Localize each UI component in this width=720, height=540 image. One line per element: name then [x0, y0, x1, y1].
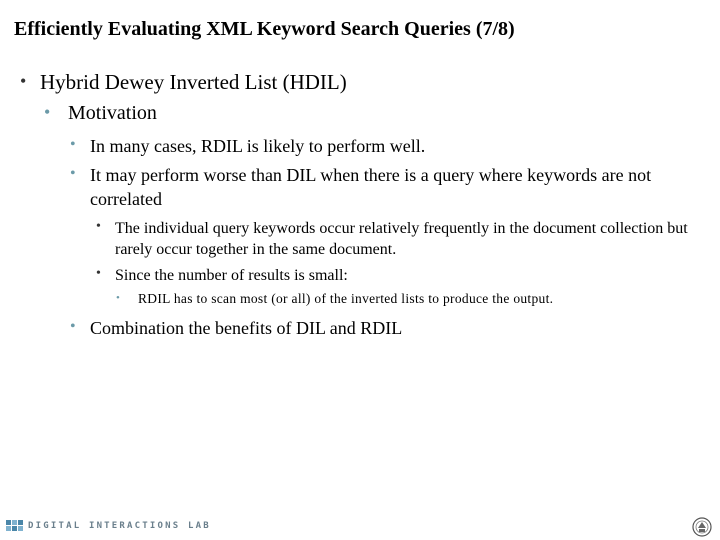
footer-lab-logo: [6, 520, 211, 532]
bullet-dot-icon: •: [70, 318, 76, 335]
bullet-dot-icon: •: [20, 71, 27, 91]
university-emblem-icon: [692, 517, 712, 537]
bullet-dot-icon: •: [96, 266, 101, 281]
bullet-text: RDIL has to scan most (or all) of the inverted lists to produce the output.: [138, 291, 554, 306]
bullet-dot-icon: •: [96, 219, 101, 234]
digital-interactions-lab-logo-icon: [6, 520, 24, 532]
bullet-level4-keywords-frequent: [96, 218, 696, 260]
bullet-text: It may perform worse than DIL when there is a query where keywords are not correlated: [90, 165, 652, 209]
bullet-level3-rdil-worse: [70, 163, 700, 211]
bullet-text: Combination the benefits of DIL and RDIL: [90, 318, 403, 338]
bullet-level5-rdil-scan: [116, 290, 706, 308]
bullet-level1-hdil: [20, 70, 710, 94]
bullet-text: Since the number of results is small:: [115, 267, 348, 284]
bullet-text: In many cases, RDIL is likely to perform well.: [90, 136, 426, 156]
bullet-text: Motivation: [68, 102, 157, 124]
bullet-dot-icon: •: [116, 292, 121, 304]
bullet-level4-results-small: [96, 265, 696, 286]
bullet-dot-icon: •: [70, 136, 76, 153]
bullet-dot-icon: •: [70, 165, 76, 182]
bullet-dot-icon: •: [44, 102, 51, 122]
bullet-level3-rdil-performs-well: [70, 134, 700, 158]
slide-title: Efficiently Evaluating XML Keyword Search Queries (7/8): [14, 18, 515, 40]
bullet-level2-motivation: [44, 101, 704, 125]
footer-logo-text: DIGITAL INTERACTIONS LAB: [28, 521, 211, 531]
bullet-level3-combination: [70, 316, 700, 340]
bullet-text: The individual query keywords occur relatively frequently in the document collection but rarely occur together in the same document.: [115, 220, 688, 258]
bullet-text: Hybrid Dewey Inverted List (HDIL): [40, 70, 347, 94]
